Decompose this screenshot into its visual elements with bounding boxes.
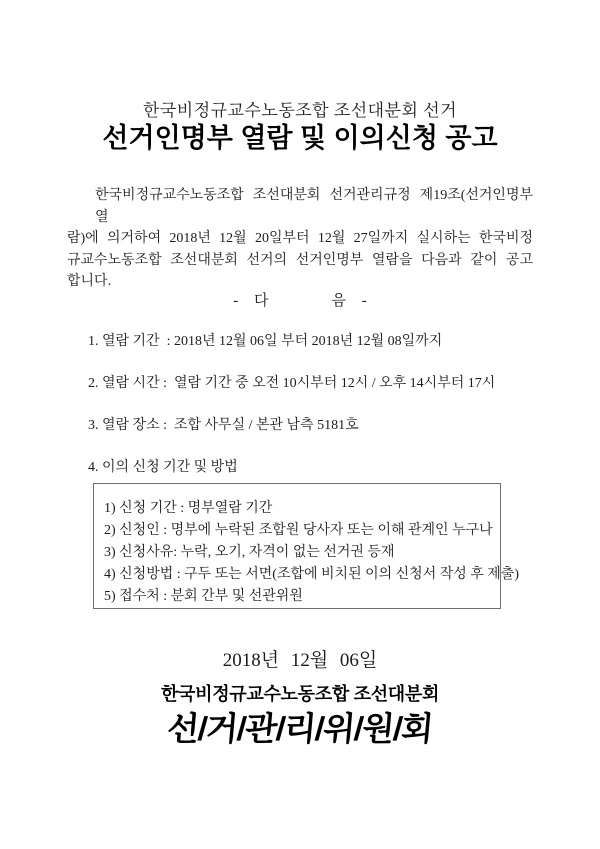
- box-item: 1) 신청 기간 : 명부열람 기간: [104, 501, 273, 516]
- list-item: 1. 열람 기간 : 2018년 12월 06일 부터 2018년 12월 08일까지: [88, 334, 443, 349]
- intro-line: 규교수노동조합 조선대분회 선거의 선거인명부 열람을 다음과 같이 공고: [67, 252, 533, 268]
- list-item: 3. 열람 장소 : 조합 사무실 / 본관 남측 5181호: [88, 418, 359, 433]
- notice-item-list: [88, 333, 540, 501]
- document-title: 선거인명부 열람 및 이의신청 공고: [102, 123, 498, 153]
- intro-line: 합니다.: [67, 274, 112, 289]
- box-item: 5) 접수처 : 분회 간부 및 선관위원: [104, 589, 303, 604]
- organization-name: 한국비정규교수노동조합 조선대분회: [160, 684, 440, 704]
- box-item: 2) 신청인 : 명부에 누락된 조합원 당사자 또는 이해 관계인 누구나: [104, 523, 493, 538]
- election-committee-signature: 선/거/관/리/위/원/회: [165, 710, 435, 747]
- box-item: 3) 신청사유: 누락, 오기, 자격이 없는 선거권 등재: [104, 545, 395, 560]
- announcement-date: 2018년 12월 06일: [222, 650, 378, 671]
- list-item: 2. 열람 시간 : 열람 기간 중 오전 10시부터 12시 / 오후 14시부터 17시: [88, 376, 496, 391]
- box-item: 4) 신청방법 : 구두 또는 서면(조합에 비치된 이의 신청서 작성 후 제출): [104, 567, 519, 582]
- intro-line: 한국비정규교수노동조합 조선대분회 선거관리규정 제19조(선거인명부 열: [95, 188, 533, 225]
- intro-line: 람)에 의거하여 2018년 12월 20일부터 12월 27일까지 실시하는 한국비정: [67, 231, 533, 246]
- intro-paragraph: [67, 185, 533, 293]
- list-item: 4. 이의 신청 기간 및 방법: [88, 460, 238, 475]
- daum-divider: - 다 음 -: [233, 293, 367, 309]
- objection-method-box: [93, 483, 519, 609]
- document-subtitle: 한국비정규교수노동조합 조선대분회 선거: [142, 101, 458, 120]
